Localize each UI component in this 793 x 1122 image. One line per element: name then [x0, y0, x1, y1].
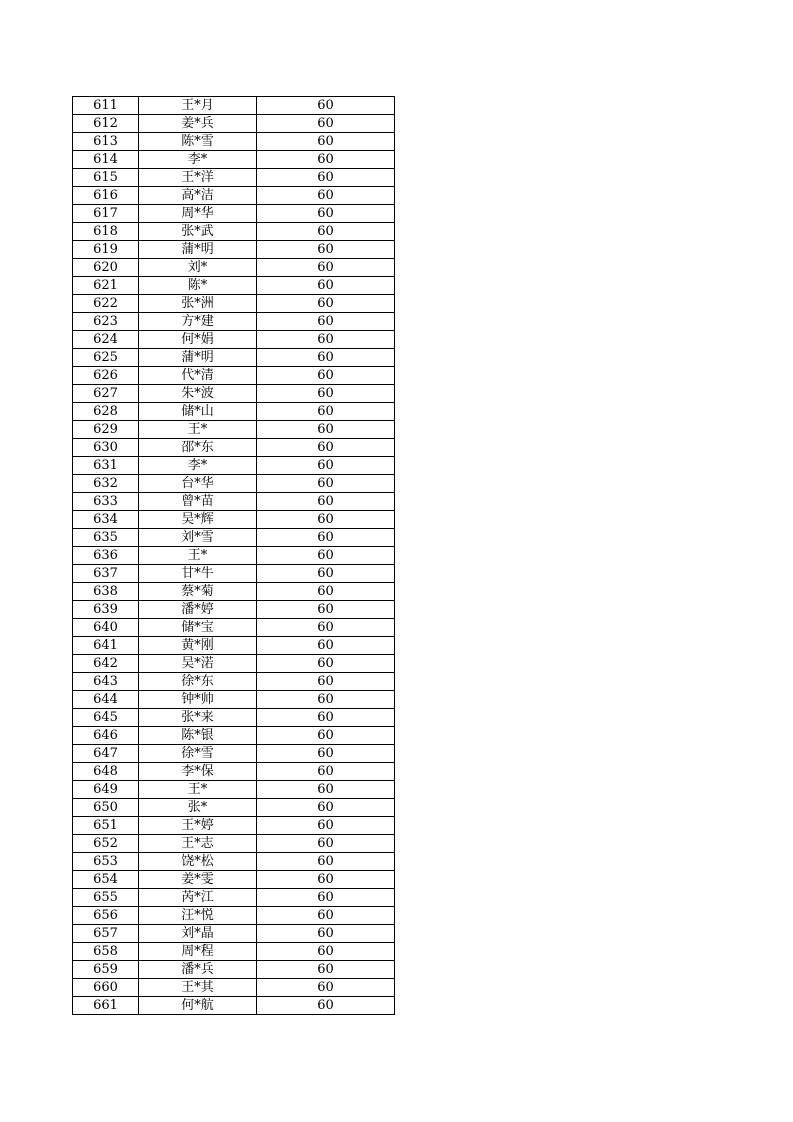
- name-cell: 李*保: [139, 763, 257, 781]
- amount-cell: 60: [257, 565, 395, 583]
- amount-cell: 60: [257, 889, 395, 907]
- amount-cell: 60: [257, 187, 395, 205]
- table-row: [73, 961, 395, 979]
- roster-table-body: [73, 97, 395, 1015]
- name-cell: 李*: [139, 457, 257, 475]
- amount-cell: 60: [257, 331, 395, 349]
- row-number-cell: 661: [73, 997, 139, 1015]
- table-row: [73, 421, 395, 439]
- amount-cell: 60: [257, 403, 395, 421]
- row-number-cell: 656: [73, 907, 139, 925]
- table-row: [73, 115, 395, 133]
- name-cell: 张*: [139, 799, 257, 817]
- row-number-cell: 641: [73, 637, 139, 655]
- name-cell: 台*华: [139, 475, 257, 493]
- table-row: [73, 997, 395, 1015]
- name-cell: 储*宝: [139, 619, 257, 637]
- row-number-cell: 645: [73, 709, 139, 727]
- amount-cell: 60: [257, 259, 395, 277]
- amount-cell: 60: [257, 421, 395, 439]
- name-cell: 黄*刚: [139, 637, 257, 655]
- name-cell: 潘*兵: [139, 961, 257, 979]
- row-number-cell: 612: [73, 115, 139, 133]
- name-cell: 何*航: [139, 997, 257, 1015]
- row-number-cell: 643: [73, 673, 139, 691]
- row-number-cell: 649: [73, 781, 139, 799]
- table-row: [73, 457, 395, 475]
- amount-cell: 60: [257, 349, 395, 367]
- row-number-cell: 626: [73, 367, 139, 385]
- row-number-cell: 616: [73, 187, 139, 205]
- row-number-cell: 613: [73, 133, 139, 151]
- row-number-cell: 622: [73, 295, 139, 313]
- table-row: [73, 133, 395, 151]
- table-row: [73, 511, 395, 529]
- name-cell: 曾*苗: [139, 493, 257, 511]
- amount-cell: 60: [257, 205, 395, 223]
- name-cell: 王*婷: [139, 817, 257, 835]
- table-row: [73, 439, 395, 457]
- table-row: [73, 493, 395, 511]
- amount-cell: 60: [257, 745, 395, 763]
- row-number-cell: 654: [73, 871, 139, 889]
- table-row: [73, 601, 395, 619]
- table-row: [73, 97, 395, 115]
- name-cell: 徐*雪: [139, 745, 257, 763]
- table-row: [73, 673, 395, 691]
- table-row: [73, 907, 395, 925]
- row-number-cell: 653: [73, 853, 139, 871]
- name-cell: 王*: [139, 547, 257, 565]
- row-number-cell: 628: [73, 403, 139, 421]
- row-number-cell: 630: [73, 439, 139, 457]
- amount-cell: 60: [257, 601, 395, 619]
- amount-cell: 60: [257, 277, 395, 295]
- name-cell: 姜*雯: [139, 871, 257, 889]
- amount-cell: 60: [257, 691, 395, 709]
- table-row: [73, 619, 395, 637]
- table-row: [73, 763, 395, 781]
- amount-cell: 60: [257, 997, 395, 1015]
- amount-cell: 60: [257, 871, 395, 889]
- name-cell: 王*月: [139, 97, 257, 115]
- amount-cell: 60: [257, 817, 395, 835]
- amount-cell: 60: [257, 151, 395, 169]
- row-number-cell: 621: [73, 277, 139, 295]
- amount-cell: 60: [257, 907, 395, 925]
- table-row: [73, 799, 395, 817]
- table-row: [73, 781, 395, 799]
- name-cell: 蔡*菊: [139, 583, 257, 601]
- name-cell: 陈*银: [139, 727, 257, 745]
- table-row: [73, 385, 395, 403]
- row-number-cell: 648: [73, 763, 139, 781]
- name-cell: 张*洲: [139, 295, 257, 313]
- table-row: [73, 547, 395, 565]
- name-cell: 钟*帅: [139, 691, 257, 709]
- table-row: [73, 349, 395, 367]
- table-row: [73, 835, 395, 853]
- amount-cell: 60: [257, 853, 395, 871]
- row-number-cell: 635: [73, 529, 139, 547]
- row-number-cell: 614: [73, 151, 139, 169]
- name-cell: 周*华: [139, 205, 257, 223]
- amount-cell: 60: [257, 115, 395, 133]
- row-number-cell: 629: [73, 421, 139, 439]
- name-cell: 陈*雪: [139, 133, 257, 151]
- name-cell: 高*洁: [139, 187, 257, 205]
- amount-cell: 60: [257, 511, 395, 529]
- amount-cell: 60: [257, 367, 395, 385]
- row-number-cell: 660: [73, 979, 139, 997]
- row-number-cell: 657: [73, 925, 139, 943]
- amount-cell: 60: [257, 385, 395, 403]
- amount-cell: 60: [257, 835, 395, 853]
- row-number-cell: 623: [73, 313, 139, 331]
- table-row: [73, 187, 395, 205]
- table-row: [73, 313, 395, 331]
- name-cell: 储*山: [139, 403, 257, 421]
- name-cell: 王*洋: [139, 169, 257, 187]
- table-row: [73, 637, 395, 655]
- name-cell: 代*清: [139, 367, 257, 385]
- name-cell: 刘*晶: [139, 925, 257, 943]
- name-cell: 邵*东: [139, 439, 257, 457]
- name-cell: 蒲*明: [139, 349, 257, 367]
- row-number-cell: 638: [73, 583, 139, 601]
- row-number-cell: 642: [73, 655, 139, 673]
- row-number-cell: 658: [73, 943, 139, 961]
- row-number-cell: 640: [73, 619, 139, 637]
- name-cell: 饶*松: [139, 853, 257, 871]
- amount-cell: 60: [257, 493, 395, 511]
- table-row: [73, 565, 395, 583]
- name-cell: 张*来: [139, 709, 257, 727]
- table-row: [73, 889, 395, 907]
- table-row: [73, 277, 395, 295]
- row-number-cell: 652: [73, 835, 139, 853]
- amount-cell: 60: [257, 781, 395, 799]
- row-number-cell: 647: [73, 745, 139, 763]
- row-number-cell: 633: [73, 493, 139, 511]
- amount-cell: 60: [257, 709, 395, 727]
- row-number-cell: 620: [73, 259, 139, 277]
- table-row: [73, 583, 395, 601]
- amount-cell: 60: [257, 97, 395, 115]
- amount-cell: 60: [257, 979, 395, 997]
- amount-cell: 60: [257, 457, 395, 475]
- table-row: [73, 223, 395, 241]
- amount-cell: 60: [257, 529, 395, 547]
- table-row: [73, 151, 395, 169]
- table-row: [73, 709, 395, 727]
- row-number-cell: 659: [73, 961, 139, 979]
- table-row: [73, 403, 395, 421]
- name-cell: 芮*江: [139, 889, 257, 907]
- amount-cell: 60: [257, 169, 395, 187]
- amount-cell: 60: [257, 223, 395, 241]
- table-row: [73, 979, 395, 997]
- name-cell: 方*建: [139, 313, 257, 331]
- table-row: [73, 817, 395, 835]
- amount-cell: 60: [257, 547, 395, 565]
- row-number-cell: 634: [73, 511, 139, 529]
- table-row: [73, 241, 395, 259]
- row-number-cell: 651: [73, 817, 139, 835]
- amount-cell: 60: [257, 439, 395, 457]
- amount-cell: 60: [257, 763, 395, 781]
- amount-cell: 60: [257, 241, 395, 259]
- name-cell: 蒲*明: [139, 241, 257, 259]
- name-cell: 王*: [139, 781, 257, 799]
- row-number-cell: 619: [73, 241, 139, 259]
- table-row: [73, 367, 395, 385]
- name-cell: 姜*兵: [139, 115, 257, 133]
- amount-cell: 60: [257, 313, 395, 331]
- amount-cell: 60: [257, 295, 395, 313]
- name-cell: 甘*牛: [139, 565, 257, 583]
- name-cell: 张*武: [139, 223, 257, 241]
- row-number-cell: 631: [73, 457, 139, 475]
- amount-cell: 60: [257, 637, 395, 655]
- row-number-cell: 639: [73, 601, 139, 619]
- table-row: [73, 655, 395, 673]
- amount-cell: 60: [257, 133, 395, 151]
- name-cell: 吴*辉: [139, 511, 257, 529]
- row-number-cell: 618: [73, 223, 139, 241]
- name-cell: 王*志: [139, 835, 257, 853]
- table-row: [73, 295, 395, 313]
- row-number-cell: 627: [73, 385, 139, 403]
- table-row: [73, 475, 395, 493]
- table-row: [73, 925, 395, 943]
- row-number-cell: 637: [73, 565, 139, 583]
- row-number-cell: 650: [73, 799, 139, 817]
- row-number-cell: 617: [73, 205, 139, 223]
- amount-cell: 60: [257, 673, 395, 691]
- row-number-cell: 611: [73, 97, 139, 115]
- name-cell: 周*程: [139, 943, 257, 961]
- amount-cell: 60: [257, 943, 395, 961]
- name-cell: 王*其: [139, 979, 257, 997]
- row-number-cell: 655: [73, 889, 139, 907]
- amount-cell: 60: [257, 925, 395, 943]
- table-row: [73, 853, 395, 871]
- table-row: [73, 943, 395, 961]
- name-cell: 何*娟: [139, 331, 257, 349]
- table-row: [73, 727, 395, 745]
- amount-cell: 60: [257, 799, 395, 817]
- row-number-cell: 644: [73, 691, 139, 709]
- roster-table: [72, 96, 395, 1015]
- amount-cell: 60: [257, 475, 395, 493]
- name-cell: 朱*波: [139, 385, 257, 403]
- row-number-cell: 625: [73, 349, 139, 367]
- amount-cell: 60: [257, 961, 395, 979]
- row-number-cell: 632: [73, 475, 139, 493]
- table-row: [73, 691, 395, 709]
- row-number-cell: 624: [73, 331, 139, 349]
- name-cell: 汪*悦: [139, 907, 257, 925]
- amount-cell: 60: [257, 583, 395, 601]
- amount-cell: 60: [257, 727, 395, 745]
- row-number-cell: 636: [73, 547, 139, 565]
- amount-cell: 60: [257, 655, 395, 673]
- name-cell: 王*: [139, 421, 257, 439]
- name-cell: 刘*: [139, 259, 257, 277]
- row-number-cell: 615: [73, 169, 139, 187]
- table-row: [73, 205, 395, 223]
- name-cell: 吴*渃: [139, 655, 257, 673]
- name-cell: 刘*雪: [139, 529, 257, 547]
- name-cell: 徐*东: [139, 673, 257, 691]
- row-number-cell: 646: [73, 727, 139, 745]
- name-cell: 陈*: [139, 277, 257, 295]
- name-cell: 潘*婷: [139, 601, 257, 619]
- table-row: [73, 169, 395, 187]
- name-cell: 李*: [139, 151, 257, 169]
- table-row: [73, 331, 395, 349]
- table-row: [73, 529, 395, 547]
- table-row: [73, 871, 395, 889]
- amount-cell: 60: [257, 619, 395, 637]
- table-row: [73, 745, 395, 763]
- table-row: [73, 259, 395, 277]
